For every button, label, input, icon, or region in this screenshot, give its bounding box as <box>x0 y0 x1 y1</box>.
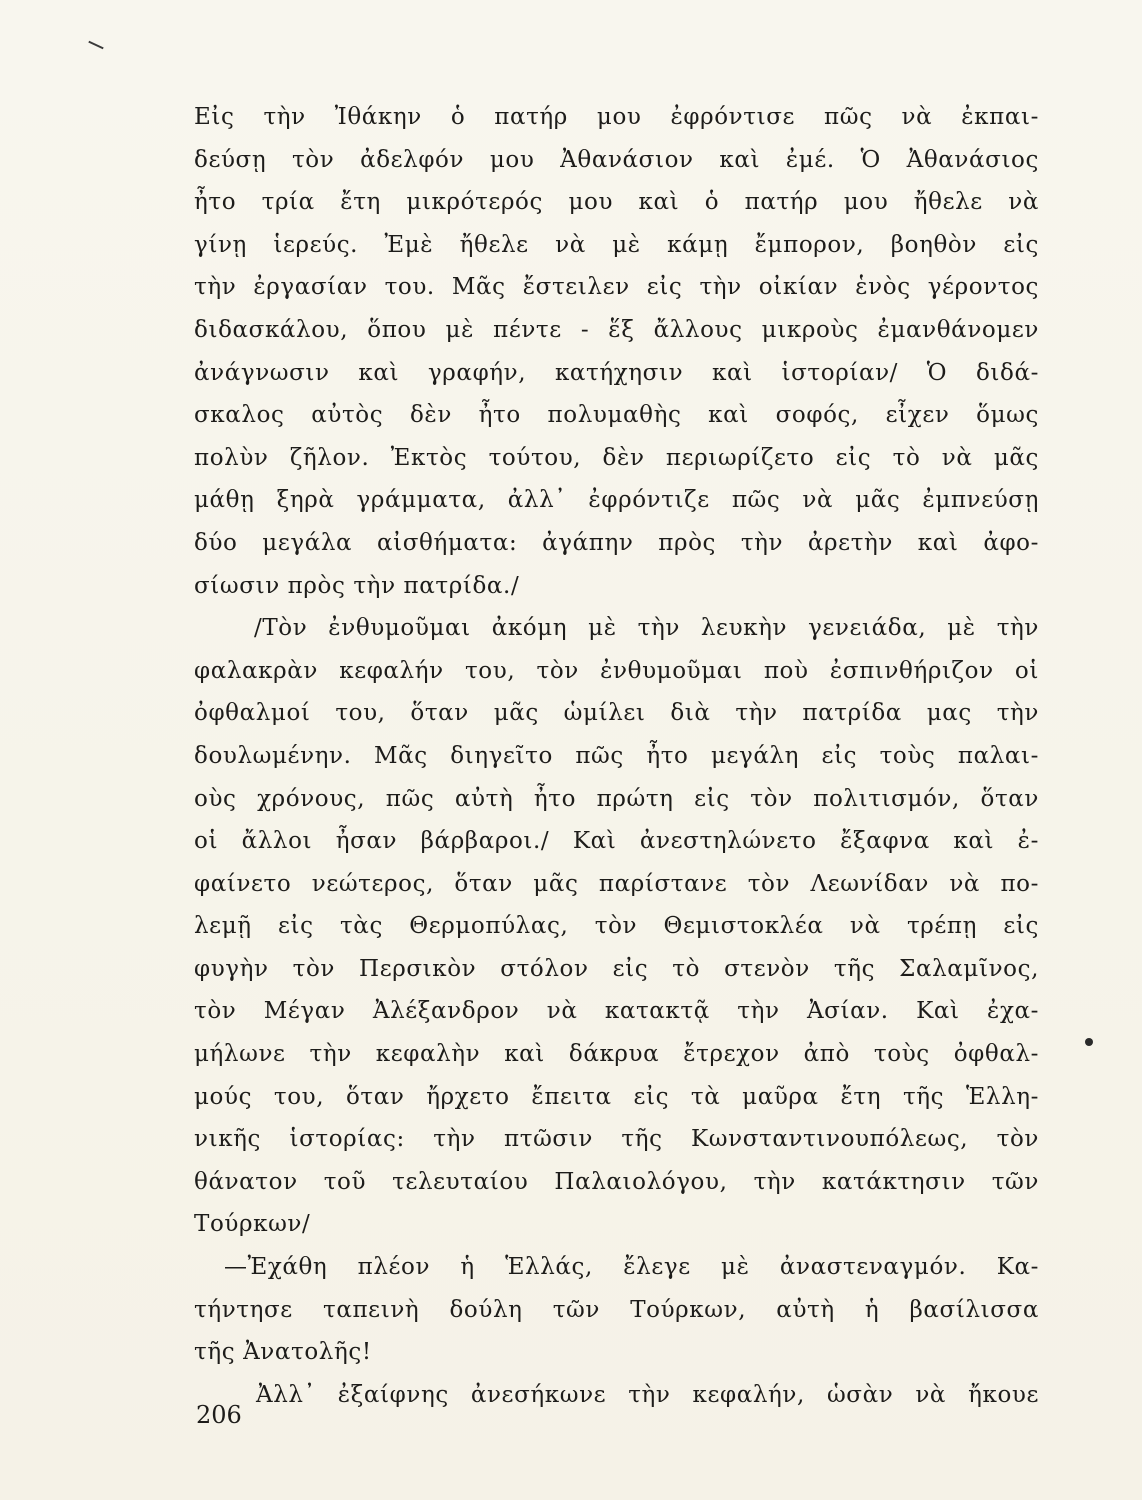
text-line: λεμῇ εἰς τὰς Θερμοπύλας, τὸν Θεμιστοκλέα νὰ τρέπῃ εἰς <box>194 913 1039 940</box>
text-line: —Ἐχάθη πλέον ἡ Ἑλλάς, ἔλεγε μὲ ἀναστεναγμόν. Κα- <box>224 1254 1039 1281</box>
text-line: οἱ ἄλλοι ἦσαν βάρβαροι./ Καὶ ἀνεστηλώνετο ἔξαφνα καὶ ἐ- <box>194 828 1039 855</box>
text-line: τὸν Μέγαν Ἀλέξανδρον νὰ κατακτᾷ τὴν Ἀσίαν. Καὶ ἐχα- <box>194 998 1039 1025</box>
text-line: δεύσῃ τὸν ἀδελφόν μου Ἀθανάσιον καὶ ἐμέ. Ὁ Ἀθανάσιος <box>194 146 1039 173</box>
text-line: σκαλος αὐτὸς δὲν ἦτο πολυμαθὴς καὶ σοφός, εἶχεν ὅμως <box>194 402 1039 429</box>
text-line: τήντησε ταπεινὴ δούλη τῶν Τούρκων, αὐτὴ ἡ βασίλισσα <box>194 1296 1039 1323</box>
text-line: δουλωμένην. Μᾶς διηγεῖτο πῶς ἦτο μεγάλη εἰς τοὺς παλαι- <box>194 742 1039 769</box>
text-line: μήλωνε τὴν κεφαλὴν καὶ δάκρυα ἔτρεχον ἀπὸ τοὺς ὀφθαλ- <box>194 1041 1039 1068</box>
text-line: Ἀλλ᾽ ἐξαίφνης ἀνεσήκωνε τὴν κεφαλήν, ὡσὰν νὰ ἤκουε <box>256 1381 1039 1408</box>
text-line: ἦτο τρία ἔτη μικρότερός μου καὶ ὁ πατήρ μου ἤθελε νὰ <box>194 189 1039 216</box>
text-line: γίνῃ ἱερεύς. Ἐμὲ ἤθελε νὰ μὲ κάμῃ ἔμπορον, βοηθὸν εἰς <box>194 231 1039 258</box>
text-line: οὺς χρόνους, πῶς αὐτὴ ἦτο πρώτη εἰς τὸν πολιτισμόν, ὅταν <box>194 785 1039 812</box>
text-line: /Τὸν ἐνθυμοῦμαι ἀκόμη μὲ τὴν λευκὴν γενειάδα, μὲ τὴν <box>254 615 1039 642</box>
text-line: φαλακρὰν κεφαλήν του, τὸν ἐνθυμοῦμαι ποὺ ἐσπινθήριζον οἱ <box>194 657 1039 684</box>
text-line: Εἰς τὴν Ἰθάκην ὁ πατήρ μου ἐφρόντισε πῶς νὰ ἐκπαι- <box>194 104 1039 130</box>
text-line: φαίνετο νεώτερος, ὅταν μᾶς παρίστανε τὸν Λεωνίδαν νὰ πο- <box>194 870 1039 897</box>
text-line: νικῆς ἱστορίας: τὴν πτῶσιν τῆς Κωνσταντινουπόλεως, τὸν <box>194 1126 1039 1153</box>
body-text <box>194 96 1039 1416</box>
text-line: μάθῃ ξηρὰ γράμματα, ἀλλ᾽ ἐφρόντιζε πῶς νὰ μᾶς ἐμπνεύσῃ <box>194 487 1039 514</box>
text-line: ὀφθαλμοί του, ὅταν μᾶς ὡμίλει διὰ τὴν πατρίδα μας τὴν <box>194 700 1039 727</box>
text-line: σίωσιν πρὸς τὴν πατρίδα./ <box>194 572 520 599</box>
corner-pencil-mark <box>88 41 103 50</box>
text-line: ἀνάγνωσιν καὶ γραφήν, κατήχησιν καὶ ἱστορίαν/ Ὁ διδά- <box>194 359 1039 386</box>
page-number: 206 <box>196 1401 242 1429</box>
text-line: θάνατον τοῦ τελευταίου Παλαιολόγου, τὴν κατάκτησιν τῶν <box>194 1168 1039 1195</box>
text-line: φυγὴν τὸν Περσικὸν στόλον εἰς τὸ στενὸν τῆς Σαλαμῖνος, <box>194 955 1039 982</box>
text-line: Τούρκων/ <box>194 1211 311 1238</box>
margin-ink-dot <box>1085 1038 1093 1046</box>
text-line: τῆς Ἀνατολῆς! <box>194 1339 372 1366</box>
text-line: δύο μεγάλα αἰσθήματα: ἀγάπην πρὸς τὴν ἀρετὴν καὶ ἀφο- <box>194 529 1039 556</box>
text-line: διδασκάλου, ὅπου μὲ πέντε - ἕξ ἄλλους μικροὺς ἐμανθάνομεν <box>194 316 1039 343</box>
text-line: πολὺν ζῆλον. Ἐκτὸς τούτου, δὲν περιωρίζετο εἰς τὸ νὰ μᾶς <box>194 444 1039 471</box>
text-line: μούς του, ὅταν ἤρχετο ἔπειτα εἰς τὰ μαῦρα ἔτη τῆς Ἑλλη- <box>194 1083 1039 1110</box>
text-line: τὴν ἐργασίαν του. Μᾶς ἔστειλεν εἰς τὴν οἰκίαν ἑνὸς γέροντος <box>194 274 1039 301</box>
